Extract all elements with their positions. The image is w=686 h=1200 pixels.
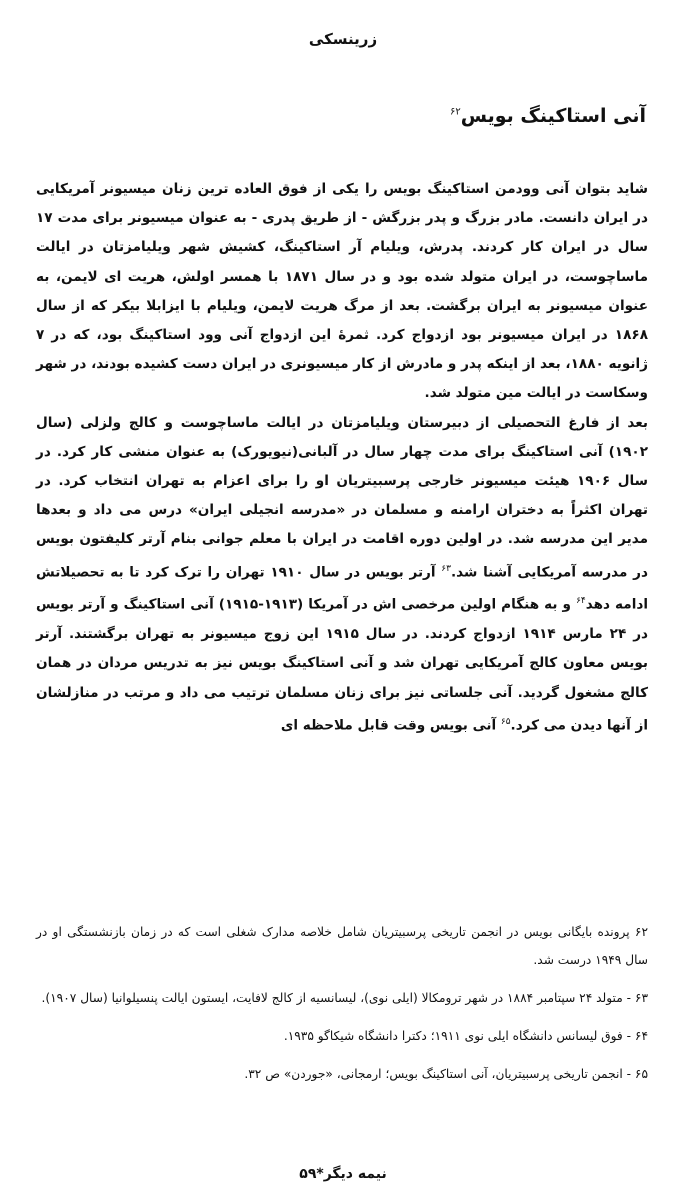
body-text [36, 175, 648, 740]
footnote-ref-62[interactable]: ۶۲ [450, 106, 461, 118]
paragraph-2-part-b: آرتر بویس در سال ۱۹۱۰ تهران را ترک کرد تا به تحصیلاتش ادامه دهد [36, 564, 648, 613]
footnote-64: ۶۴ - فوق لیسانس دانشگاه ایلی نوی ۱۹۱۱؛ دکترا دانشگاه شیکاگو ۱۹۳۵. [283, 1029, 648, 1043]
footnote-63: ۶۳ - متولد ۲۴ سپتامبر ۱۸۸۴ در شهر ترومکالا (ایلی نوی)، لیسانسیه از کالج لافایت، ایستون ایالت پنسیلوانیا (سال ۱۹۰۷). [41, 991, 648, 1005]
running-header: زرینسکی [308, 30, 378, 48]
footnote-65: ۶۵ - انجمن تاریخی پرسبیتریان، آنی استاکینگ بویس؛ ارمجانی، «جوردن» ص ۳۲. [244, 1067, 648, 1081]
page-footer: نیمه دیگر*۵۹ [299, 1166, 387, 1182]
section-title-text: آنی استاکینگ بویس [460, 105, 646, 127]
paragraph-1: شاید بتوان آنی وودمن استاکینگ بویس را یکی از فوق العاده ترین زنان میسیونر آمریکایی در ایران دانست. مادر بزرگ و پدر بزرگش - از طریق پدری - به عنوان میسیونر برای مدت ۱۷ سال در ایران کار کردند. پدرش، ویلیام آر استاکینگ، کشیش شهر ویلیامزتان در ایالت ماساچوست، در ایران متولد شده بود و در سال ۱۸۷۱ با همسر اولش، هریت ای لایمن، به عنوان میسیونر به ایران برگشت. بعد از مرگ هریت لایمن، ویلیام با ایزابلا بیکر که از سال ۱۸۶۸ در ایران میسیونر بود ازدواج کرد. ثمرهٔ این ازدواج آنی وود استاکینگ بود، که در ۷ ژانویه ۱۸۸۰، بعد از اینکه پدر و مادرش از کار میسیونری در ایران دست کشیده بودند، در شهر وسکاست در ایالت مین متولد شد. [36, 181, 648, 402]
footnote-ref-65[interactable]: ۶۵ [500, 716, 511, 727]
paragraph-2 [36, 409, 648, 741]
footnote-ref-63[interactable]: ۶۳ [441, 563, 451, 574]
footnotes [36, 918, 648, 1098]
section-title [246, 105, 646, 127]
paragraph-2-part-c: و به هنگام اولین مرخصی اش در آمریکا (۱۹۱۳-۱۹۱۵) آنی استاکینگ و آرتر بویس در ۲۴ مارس ۱۹۱۴ ازدواج کردند. در سال ۱۹۱۵ این زوج میسیونر به تهران برگشتند. آرتر بویس معاون کالج آمریکایی تهران شد و آنی استاکینگ بویس نیز به تدریس مردان در همان کالج مشغول گردید. آنی جلساتی نیز برای زنان مسلمان ترتیب می داد و مرتب در منازلشان از آنها دیدن می کرد. [36, 596, 649, 734]
footnote-ref-64[interactable]: ۶۴ [576, 596, 586, 607]
footnote-62: ۶۲ پرونده بایگانی بویس در انجمن تاریخی پرسبیتریان شامل خلاصه مدارک شغلی است که در زمان بازنشستگی او در سال ۱۹۴۹ درست شد. [36, 925, 648, 967]
paragraph-2-part-d: آنی بویس وقت قابل ملاحظه ای [280, 717, 501, 734]
paragraph-2-part-a: بعد از فارغ التحصیلی از دبیرستان ویلیامزتان در ایالت ماساچوست و کالج ولزلی (سال ۱۹۰۲) آنی استاکینگ برای مدت چهار سال در آلبانی(نیویورک) به عنوان منشی کار کرد. در سال ۱۹۰۶ هیئت میسیونر خارجی پرسبیتریان او را برای اعزام به تهران انتخاب کرد. در تهران اکثراً به دختران ارامنه و مسلمان در «مدرسه انجیلی ایران» درس می داد و بعدها مدیر این مدرسه شد. در اولین دوره اقامت در ایران با معلم جوانی بنام آرتر کلیفتون بویس در مدرسه آمریکایی آشنا شد. [36, 414, 649, 581]
